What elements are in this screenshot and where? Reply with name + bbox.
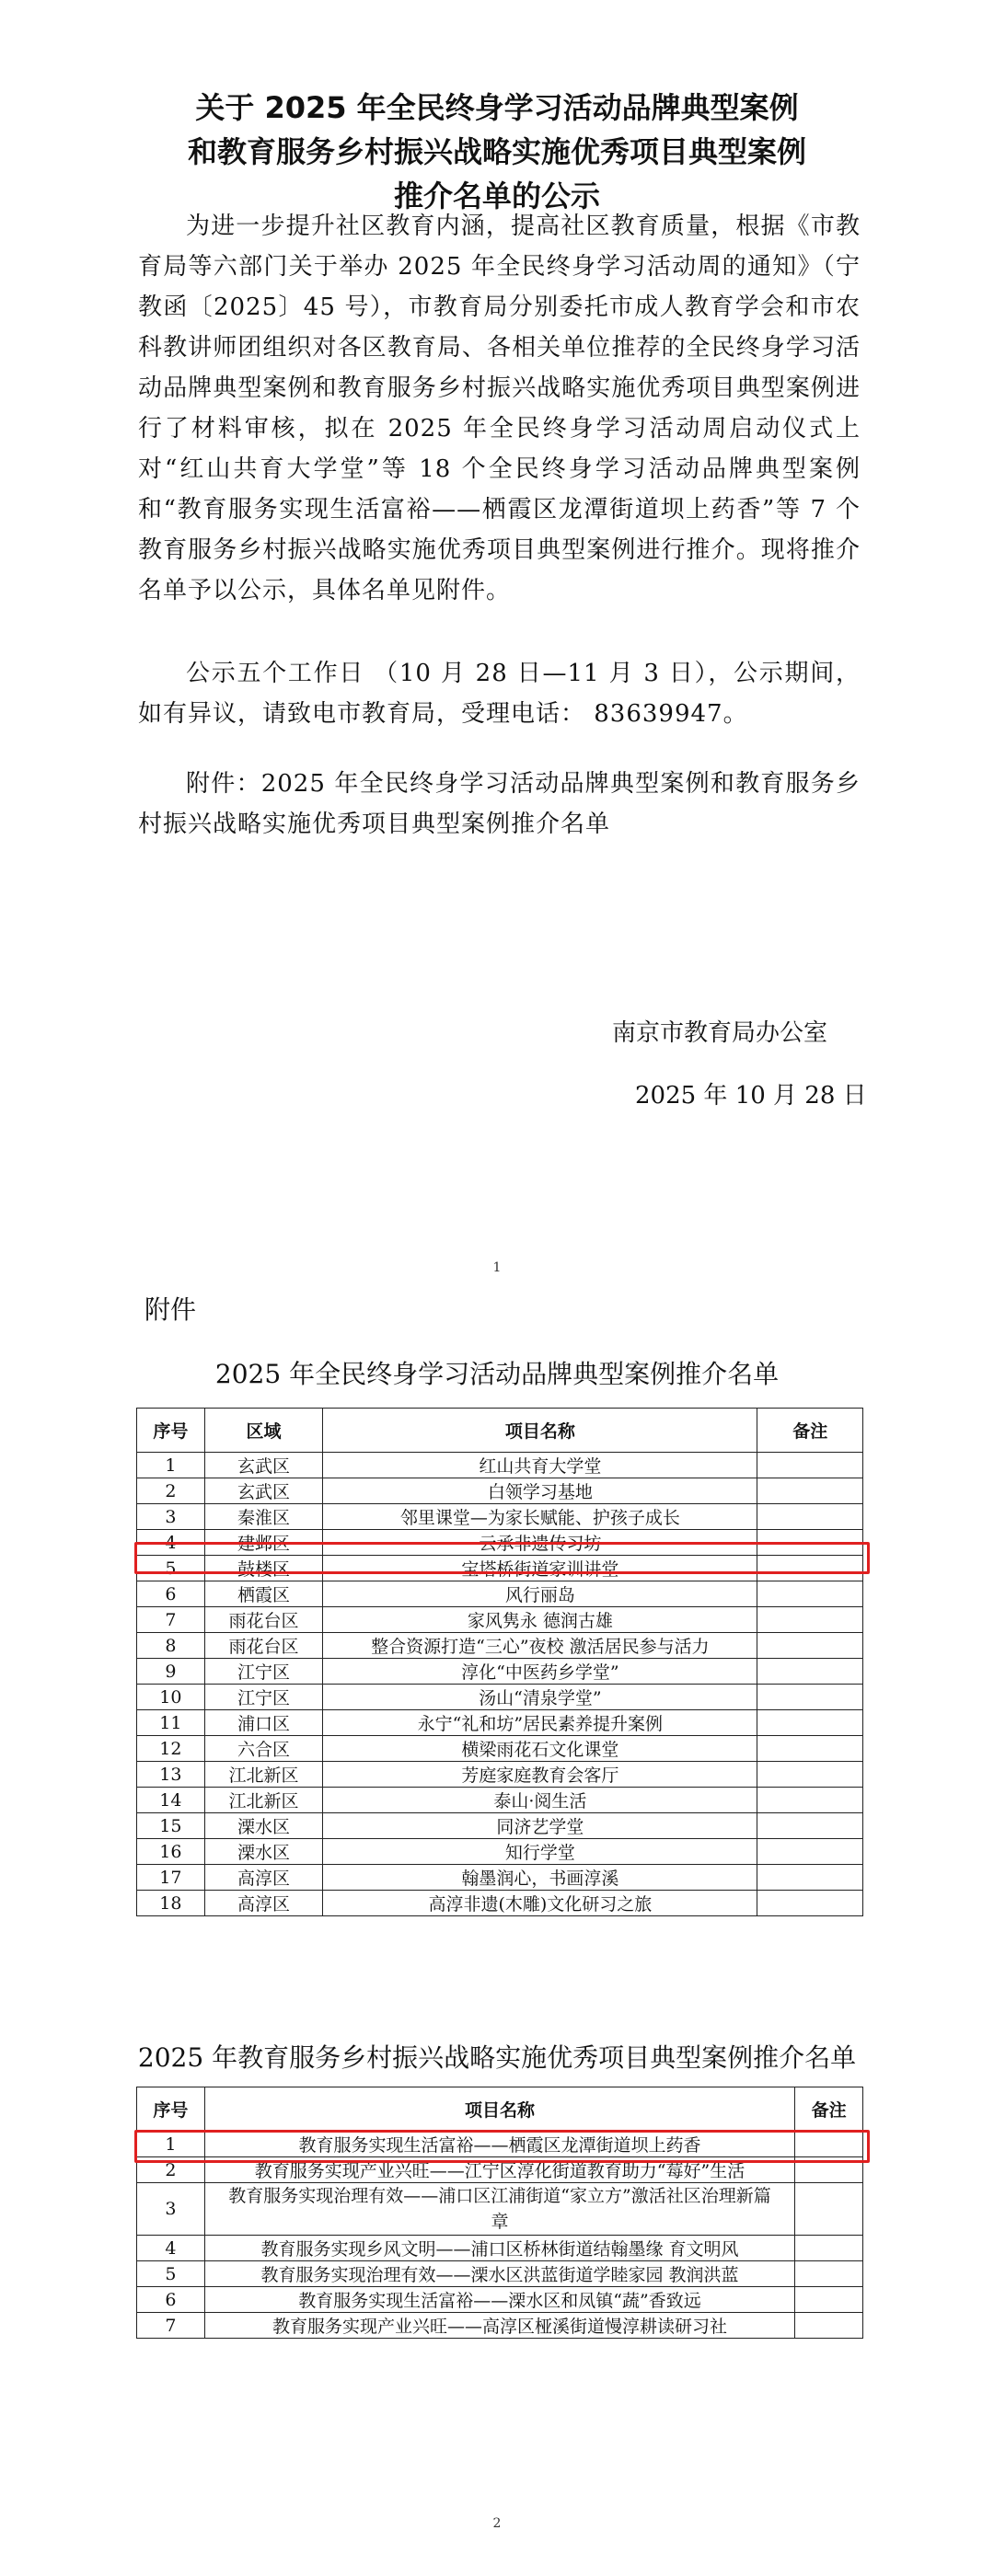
table2-header-project: 项目名称 <box>204 2087 794 2132</box>
table1-row <box>137 1839 863 1865</box>
table1-cell-project: 云承非遗传习坊 <box>323 1530 757 1556</box>
table1-cell-index: 15 <box>137 1813 205 1839</box>
table1-cell-region: 溧水区 <box>204 1839 323 1865</box>
table1-cell-project: 泰山·阅生活 <box>323 1788 757 1813</box>
table2-cell-notes <box>795 2132 863 2157</box>
table2-row <box>137 2287 863 2313</box>
table2-cell-notes <box>795 2183 863 2236</box>
table1-header-index: 序号 <box>137 1409 205 1453</box>
table1-cell-index: 5 <box>137 1556 205 1581</box>
table1-row <box>137 1633 863 1659</box>
notice-period-paragraph: 公示五个工作日 （10 月 28 日—11 月 3 日），公示期间，如有异议，请致电市教育局，受理电话： 83639947。 <box>138 660 861 728</box>
page-number-1: 1 <box>492 1260 502 1275</box>
table1-cell-index: 3 <box>137 1504 205 1530</box>
table1-cell-notes <box>757 1865 863 1891</box>
notice-body-paragraph: 为进一步提升社区教育内涵，提高社区教育质量，根据《市教育局等六部门关于举办 2025 年全民终身学习活动周的通知》（宁教函〔2025〕45 号），市教育局分别委托市成人教育学会和市农科教讲师团组织对各区教育局、各相关单位推荐的全民终身学习活动品牌典型案例和教育服务乡村振兴战略实施优秀项目典型案例进行了材料审核，拟在 2025 年全民终身学习活动周启动仪式上对“红山共育大学堂”等 18 个全民终身学习活动品牌典型案例和“教育服务实现生活富裕——栖霞区龙潭街道坝上药香”等 7 个教育服务乡村振兴战略实施优秀项目典型案例进行推介。现将推介名单予以公示，具体名单见附件。 <box>138 213 861 604</box>
table2-cell-index: 4 <box>137 2236 205 2261</box>
table1-row <box>137 1504 863 1530</box>
table1-cell-notes <box>757 1607 863 1633</box>
table1-cell-region: 建邺区 <box>204 1530 323 1556</box>
table1-cell-region: 江宁区 <box>204 1659 323 1685</box>
table1-cell-index: 7 <box>137 1607 205 1633</box>
table1-cell-region: 江北新区 <box>204 1788 323 1813</box>
table1-row <box>137 1659 863 1685</box>
attachment-note: 附件：2025 年全民终身学习活动品牌典型案例和教育服务乡村振兴战略实施优秀项目典型案例推介名单 <box>138 770 861 838</box>
table1-cell-region: 秦淮区 <box>204 1504 323 1530</box>
table1-cell-region: 玄武区 <box>204 1478 323 1504</box>
table1-cell-index: 6 <box>137 1581 205 1607</box>
table1-header-project: 项目名称 <box>323 1409 757 1453</box>
notice-title-line-2: 和教育服务乡村振兴战略实施优秀项目典型案例 <box>187 134 806 169</box>
table1-cell-index: 14 <box>137 1788 205 1813</box>
table1-cell-project: 知行学堂 <box>323 1839 757 1865</box>
table1-cell-index: 2 <box>137 1478 205 1504</box>
table1-cell-project: 同济艺学堂 <box>323 1813 757 1839</box>
table1-cell-index: 12 <box>137 1736 205 1762</box>
table1-row <box>137 1581 863 1607</box>
table1-cell-region: 高淳区 <box>204 1865 323 1891</box>
table1-header-notes: 备注 <box>757 1409 863 1453</box>
table1-cell-notes <box>757 1891 863 1916</box>
table1-row <box>137 1788 863 1813</box>
table2-row <box>137 2157 863 2183</box>
signature: 南京市教育局办公室 <box>612 1019 828 1047</box>
table1-cell-index: 16 <box>137 1839 205 1865</box>
table1-cell-notes <box>757 1504 863 1530</box>
table1-cell-index: 1 <box>137 1453 205 1478</box>
table1-cell-project: 红山共育大学堂 <box>323 1453 757 1478</box>
table1-row <box>137 1607 863 1633</box>
table2-cell-index: 3 <box>137 2183 205 2236</box>
table1-cell-notes <box>757 1788 863 1813</box>
table2-cell-index: 1 <box>137 2132 205 2157</box>
table1-cell-project: 芳庭家庭教育会客厅 <box>323 1762 757 1788</box>
table1-cell-notes <box>757 1813 863 1839</box>
table2-row <box>137 2132 863 2157</box>
table1-cell-region: 鼓楼区 <box>204 1556 323 1581</box>
table1-cell-project: 家风隽永 德润古雄 <box>323 1607 757 1633</box>
table1-row <box>137 1865 863 1891</box>
table1-cell-index: 13 <box>137 1762 205 1788</box>
table1-row <box>137 1478 863 1504</box>
table1-cell-index: 10 <box>137 1685 205 1710</box>
table2-cell-project: 教育服务实现乡风文明——浦口区桥林街道结翰墨缘 育文明风 <box>204 2236 794 2261</box>
table1-cell-notes <box>757 1453 863 1478</box>
table1-cell-region: 溧水区 <box>204 1813 323 1839</box>
table2-header-index: 序号 <box>137 2087 205 2132</box>
table1-cell-project: 高淳非遗(木雕)文化研习之旅 <box>323 1891 757 1916</box>
table1-row <box>137 1530 863 1556</box>
table2-cell-project: 教育服务实现治理有效——浦口区江浦街道“家立方”激活社区治理新篇章 <box>204 2183 794 2236</box>
table1-cell-notes <box>757 1762 863 1788</box>
table1 <box>136 1408 863 1916</box>
table2-row <box>137 2236 863 2261</box>
table2-cell-project: 教育服务实现产业兴旺——高淳区桠溪街道慢淳耕读研习社 <box>204 2313 794 2339</box>
table1-row <box>137 1762 863 1788</box>
table1-cell-region: 江宁区 <box>204 1685 323 1710</box>
table2-cell-notes <box>795 2157 863 2183</box>
table2-cell-notes <box>795 2236 863 2261</box>
table2-cell-index: 6 <box>137 2287 205 2313</box>
table1-cell-notes <box>757 1530 863 1556</box>
table2 <box>136 2087 863 2339</box>
table1-cell-project: 邻里课堂—为家长赋能、护孩子成长 <box>323 1504 757 1530</box>
table1-title: 2025 年全民终身学习活动品牌典型案例推介名单 <box>214 1359 780 1389</box>
table2-cell-project: 教育服务实现生活富裕——溧水区和凤镇“蔬”香致远 <box>204 2287 794 2313</box>
table1-cell-region: 浦口区 <box>204 1710 323 1736</box>
table1-cell-notes <box>757 1556 863 1581</box>
notice-title-line-3: 推介名单的公示 <box>393 178 600 213</box>
table2-cell-notes <box>795 2313 863 2339</box>
table1-cell-project: 宝塔桥街道家训讲堂 <box>323 1556 757 1581</box>
table2-cell-index: 2 <box>137 2157 205 2183</box>
table1-cell-index: 11 <box>137 1710 205 1736</box>
table1-cell-notes <box>757 1736 863 1762</box>
table1-row <box>137 1736 863 1762</box>
table1-cell-notes <box>757 1633 863 1659</box>
table2-row <box>137 2313 863 2339</box>
table1-cell-project: 风行丽岛 <box>323 1581 757 1607</box>
notice-title-line-1: 关于 2025 年全民终身学习活动品牌典型案例 <box>195 90 799 125</box>
table1-cell-project: 汤山“清泉学堂” <box>323 1685 757 1710</box>
appendix-label: 附件 <box>144 1294 197 1325</box>
notice-date: 2025 年 10 月 28 日 <box>635 1082 867 1110</box>
table1-cell-index: 18 <box>137 1891 205 1916</box>
table1-cell-notes <box>757 1581 863 1607</box>
table1-row <box>137 1710 863 1736</box>
table1-row <box>137 1891 863 1916</box>
table1-cell-project: 永宁“礼和坊”居民素养提升案例 <box>323 1710 757 1736</box>
table1-cell-index: 8 <box>137 1633 205 1659</box>
table1-cell-region: 高淳区 <box>204 1891 323 1916</box>
table1-cell-project: 翰墨润心，书画淳溪 <box>323 1865 757 1891</box>
table1-row <box>137 1685 863 1710</box>
table2-cell-notes <box>795 2287 863 2313</box>
table1-cell-notes <box>757 1685 863 1710</box>
table1-cell-region: 六合区 <box>204 1736 323 1762</box>
table2-cell-project: 教育服务实现产业兴旺——江宁区淳化街道教育助力“莓好”生活 <box>204 2157 794 2183</box>
table1-cell-notes <box>757 1839 863 1865</box>
table1-row <box>137 1453 863 1478</box>
table1-cell-project: 整合资源打造“三心”夜校 激活居民参与活力 <box>323 1633 757 1659</box>
table2-row <box>137 2183 863 2236</box>
table1-cell-index: 4 <box>137 1530 205 1556</box>
table2-cell-project: 教育服务实现治理有效——溧水区洪蓝街道学睦家园 教润洪蓝 <box>204 2261 794 2287</box>
table1-cell-notes <box>757 1659 863 1685</box>
table1-cell-index: 9 <box>137 1659 205 1685</box>
table1-cell-project: 白领学习基地 <box>323 1478 757 1504</box>
table1-cell-notes <box>757 1478 863 1504</box>
table2-cell-index: 5 <box>137 2261 205 2287</box>
page-number-2: 2 <box>492 2516 502 2531</box>
table1-header-region: 区域 <box>204 1409 323 1453</box>
table2-title: 2025 年教育服务乡村振兴战略实施优秀项目典型案例推介名单 <box>137 2042 857 2073</box>
table1-cell-project: 淳化“中医药乡学堂” <box>323 1659 757 1685</box>
table2-cell-index: 7 <box>137 2313 205 2339</box>
table2-row <box>137 2261 863 2287</box>
table1-row <box>137 1813 863 1839</box>
table1-cell-index: 17 <box>137 1865 205 1891</box>
table1-cell-region: 栖霞区 <box>204 1581 323 1607</box>
table2-header-row <box>137 2087 863 2132</box>
table1-cell-notes <box>757 1710 863 1736</box>
table1-row <box>137 1556 863 1581</box>
table1-header-row <box>137 1409 863 1453</box>
table1-cell-region: 江北新区 <box>204 1762 323 1788</box>
table2-cell-notes <box>795 2261 863 2287</box>
table2-cell-project: 教育服务实现生活富裕——栖霞区龙潭街道坝上药香 <box>204 2132 794 2157</box>
table2-header-notes: 备注 <box>795 2087 863 2132</box>
table1-cell-region: 雨花台区 <box>204 1607 323 1633</box>
table1-cell-region: 玄武区 <box>204 1453 323 1478</box>
table1-cell-region: 雨花台区 <box>204 1633 323 1659</box>
table1-cell-project: 横梁雨花石文化课堂 <box>323 1736 757 1762</box>
